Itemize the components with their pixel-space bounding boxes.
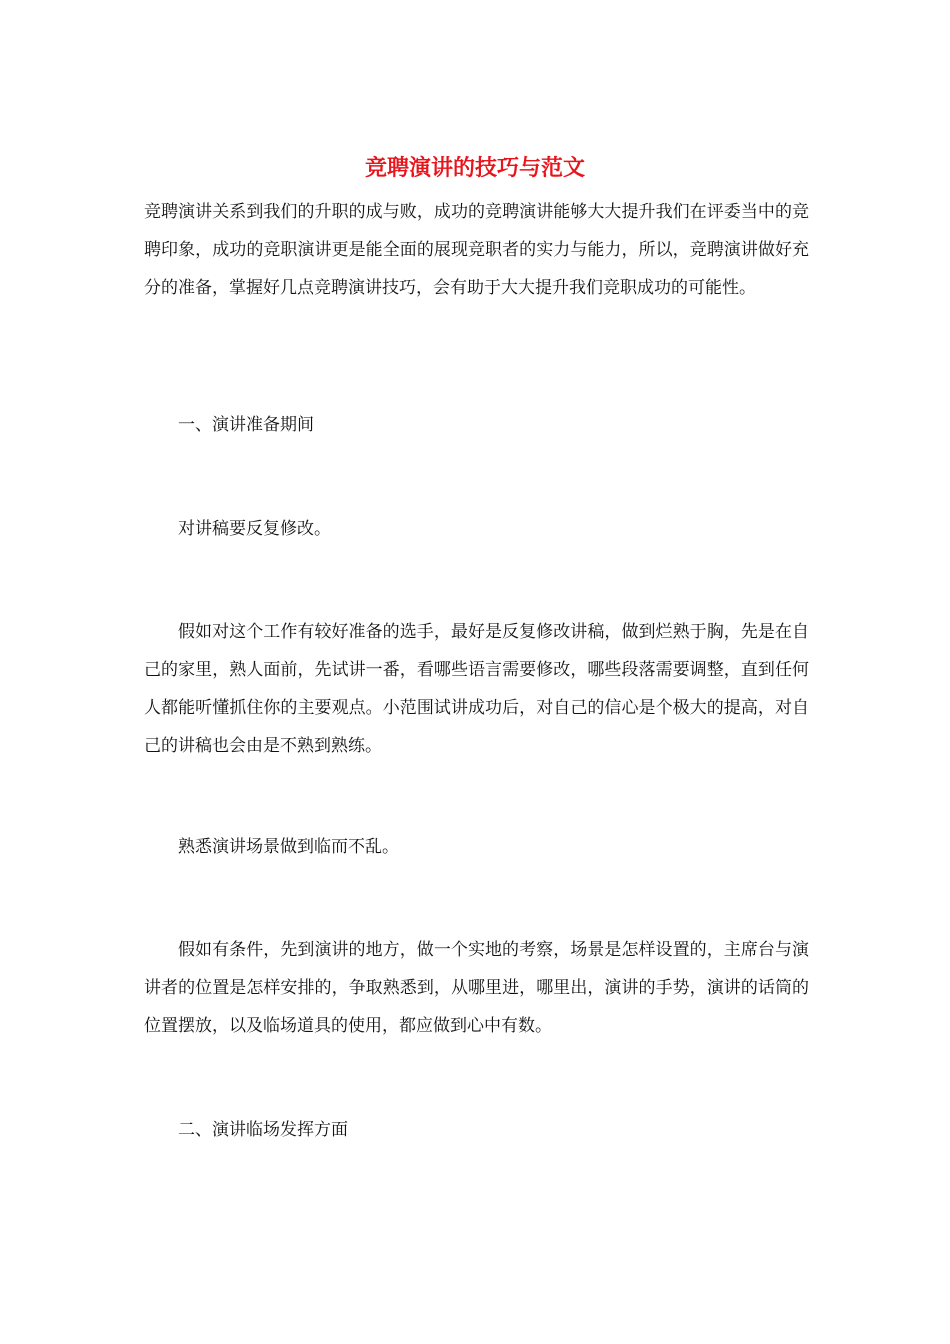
- paragraph-familiar-venue: 假如有条件，先到演讲的地方，做一个实地的考察，场景是怎样设置的，主席台与演讲者的位置是怎样安排的，争取熟悉到，从哪里进，哪里出，演讲的手势，演讲的话筒的位置摆放，以及临场道具的使用，都应做到心中有数。: [144, 940, 809, 1036]
- section-heading-2: 二、演讲临场发挥方面: [178, 1120, 348, 1140]
- document-title: 竞聘演讲的技巧与范文: [364, 155, 585, 181]
- section-heading-1: 一、演讲准备期间: [178, 415, 314, 435]
- subheading-familiar-venue: 熟悉演讲场景做到临而不乱。: [178, 837, 399, 857]
- paragraph-revise-draft: 假如对这个工作有较好准备的选手，最好是反复修改讲稿，做到烂熟于胸，先是在自己的家里，熟人面前，先试讲一番，看哪些语言需要修改，哪些段落需要调整，直到任何人都能听懂抓住你的主要观点。小范围试讲成功后，对自己的信心是个极大的提高，对自己的讲稿也会由是不熟到熟练。: [144, 622, 809, 756]
- intro-paragraph: 竞聘演讲关系到我们的升职的成与败，成功的竞聘演讲能够大大提升我们在评委当中的竞聘印象，成功的竞职演讲更是能全面的展现竞职者的实力与能力，所以，竞聘演讲做好充分的准备，掌握好几点竞聘演讲技巧，会有助于大大提升我们竞职成功的可能性。: [144, 202, 809, 298]
- subheading-revise-draft: 对讲稿要反复修改。: [178, 519, 331, 539]
